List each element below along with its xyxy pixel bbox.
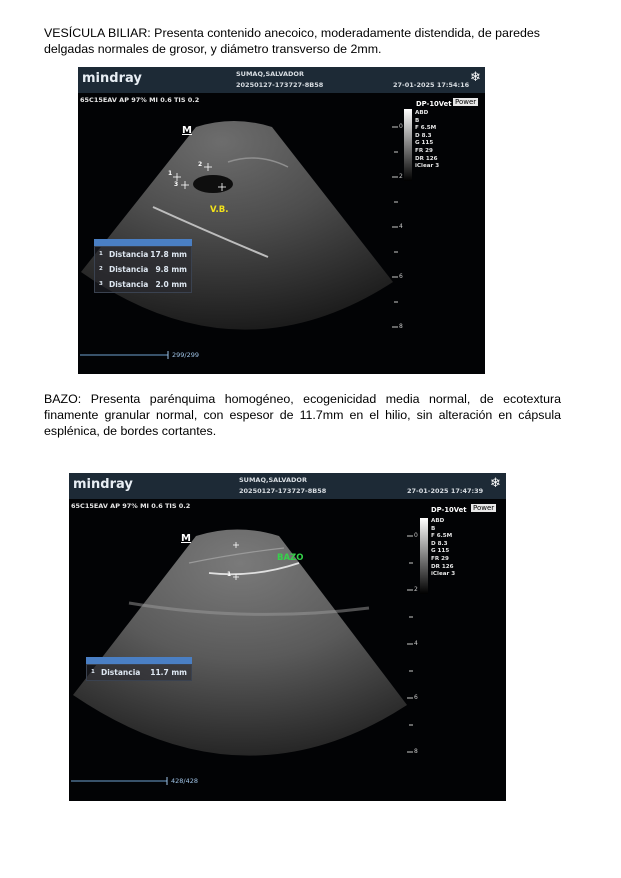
cine-counter: 428/428 [171, 777, 199, 785]
depth-scale [407, 536, 413, 752]
measurement-label: Distancia [101, 668, 141, 677]
paragraph-line: finamente granular normal, con espesor de 11.7mm en el hilio, sin alteración en cápsula [44, 408, 561, 422]
power-badge: Power [455, 98, 477, 106]
patient-name: SUMAQ,SALVADOR [236, 70, 304, 78]
param-item: B [431, 525, 436, 532]
param-item: F 6.5M [431, 533, 453, 540]
imaging-params [431, 518, 455, 579]
scan-sector [73, 530, 407, 756]
scan-sector [81, 121, 393, 330]
probe-mode: DP-10Vet [416, 100, 452, 108]
measurement-number: 1 [99, 251, 103, 257]
depth-label: 2 [414, 586, 418, 593]
orientation-mark: M [181, 533, 191, 544]
param-item: iClear 3 [431, 571, 456, 578]
depth-label: 0 [399, 123, 403, 130]
acoustic-params: 65C15EAV AP 97% MI 0.6 TIS 0.2 [80, 96, 200, 104]
cursor-label: 2 [198, 161, 203, 168]
param-item: DR 126 [431, 563, 454, 570]
paragraph-line: VESÍCULA BILIAR: Presenta contenido anecoico, moderadamente distendida, de paredes [44, 26, 540, 40]
measurement-panel-header [94, 239, 192, 246]
exam-datetime: 27-01-2025 17:54:16 [393, 81, 470, 89]
patient-name: SUMAQ,SALVADOR [239, 476, 307, 484]
power-badge: Power [473, 504, 495, 512]
depth-label: 6 [414, 694, 418, 701]
acoustic-params: 65C15EAV AP 97% MI 0.6 TIS 0.2 [71, 502, 191, 510]
measurement-row [87, 665, 191, 680]
depth-label: 0 [414, 532, 418, 539]
param-item: ABD [431, 518, 445, 524]
measurement-label: Distancia [109, 250, 149, 259]
measurement-label: Distancia [109, 280, 149, 289]
orientation-mark: M [182, 125, 192, 136]
measurement-value: 17.8 mm [150, 250, 187, 259]
measurement-number: 1 [91, 669, 95, 675]
exam-datetime: 27-01-2025 17:47:39 [407, 487, 484, 495]
param-item: B [415, 117, 420, 124]
param-item: F 6.5M [415, 125, 437, 132]
depth-label: 8 [399, 323, 403, 330]
param-item: G 115 [431, 548, 450, 555]
measurement-value: 11.7 mm [150, 668, 187, 677]
cursor-label: 3 [174, 181, 179, 188]
measurement-number: 2 [99, 266, 103, 272]
param-item: G 115 [415, 140, 434, 147]
param-item: FR 29 [431, 555, 449, 562]
paragraph-vesicula [44, 25, 584, 57]
paragraph-line: delgadas normales de grosor, y diámetro transverso de 2mm. [44, 42, 382, 56]
exam-id: 20250127-173727-8B58 [239, 487, 327, 495]
freeze-icon: ❄ [470, 70, 481, 85]
brand-logo: mindray [82, 71, 142, 86]
depth-scale [392, 127, 398, 327]
annotation-label: V.B. [210, 205, 229, 215]
grayscale-bar [404, 109, 412, 181]
annotation-label: BAZO [277, 553, 304, 563]
depth-label: 2 [399, 173, 403, 180]
measurement-row [95, 262, 191, 277]
paragraph-bazo [44, 391, 561, 439]
depth-label: 8 [414, 748, 418, 755]
measurement-value: 2.0 mm [155, 280, 187, 289]
paragraph-line: BAZO: Presenta parénquima homogéneo, ecogenicidad media normal, de ecotextura [44, 392, 561, 406]
measurement-row [95, 247, 191, 262]
measurement-panel [94, 239, 192, 293]
cursor-label: 1 [168, 170, 173, 177]
ultrasound-image-gallbladder [78, 67, 485, 374]
depth-label: 4 [399, 223, 403, 230]
measurement-value: 9.8 mm [155, 265, 187, 274]
param-item: D 8.3 [431, 540, 448, 547]
depth-label: 4 [414, 640, 418, 647]
param-item: D 8.3 [415, 132, 432, 139]
measurement-panel [86, 657, 192, 681]
param-item: ABD [415, 110, 429, 116]
param-item: iClear 3 [415, 163, 440, 170]
cursor-label: 1 [227, 571, 232, 578]
cine-counter: 299/299 [172, 351, 200, 359]
imaging-params [415, 110, 439, 171]
measurement-row [95, 277, 191, 292]
paragraph-line: esplénica, de bordes cortantes. [44, 424, 217, 438]
probe-mode: DP-10Vet [431, 506, 467, 514]
grayscale-bar [420, 518, 428, 594]
depth-label: 6 [399, 273, 403, 280]
brand-logo: mindray [73, 477, 133, 492]
measurement-number: 3 [99, 281, 103, 287]
param-item: DR 126 [415, 155, 438, 162]
measurement-label: Distancia [109, 265, 149, 274]
ultrasound-image-spleen [69, 473, 506, 801]
measurement-panel-header [86, 657, 192, 664]
gallbladder-lumen [193, 175, 233, 193]
exam-id: 20250127-173727-8B58 [236, 81, 324, 89]
freeze-icon: ❄ [490, 476, 501, 491]
param-item: FR 29 [415, 147, 433, 154]
